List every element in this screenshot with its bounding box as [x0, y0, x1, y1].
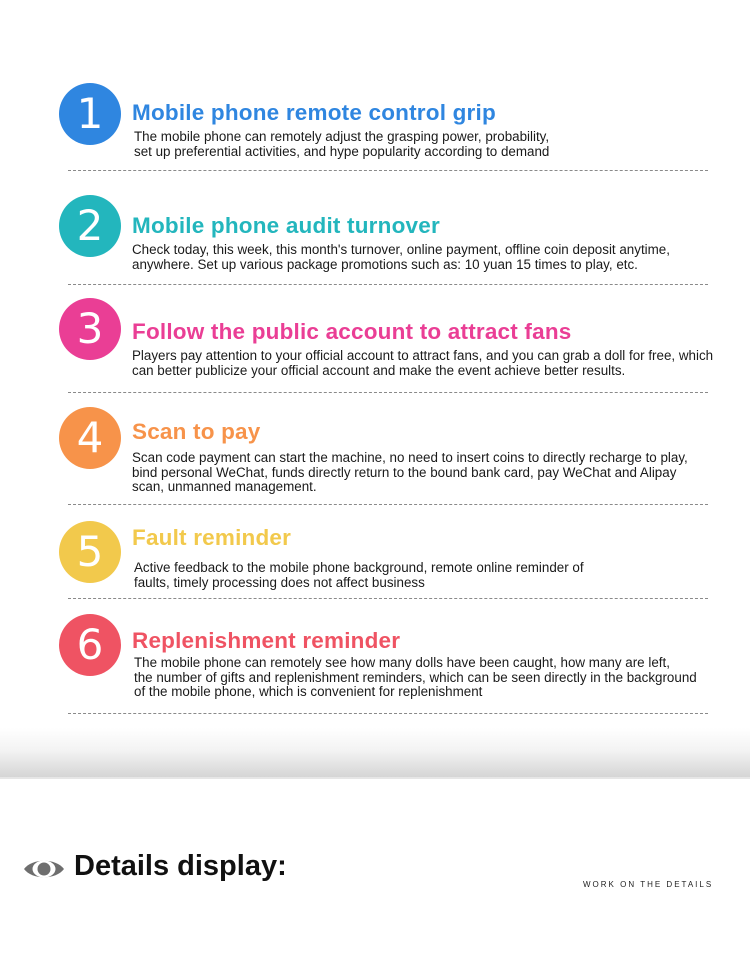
- number-badge: 3: [59, 298, 121, 360]
- feature-description: The mobile phone can remotely see how many dolls have been caught, how many are left, the number of gifts and replenishment reminders, which can be seen directly in the background of the mobile phone, which is convenient for replenishment: [134, 655, 697, 699]
- feature-title: Replenishment reminder: [132, 628, 401, 653]
- divider: [68, 598, 708, 599]
- feature-title: Follow the public account to attract fans: [132, 319, 572, 344]
- feature-description: Check today, this week, this month's turnover, online payment, offline coin deposit anytime, anywhere. Set up various package promotions such as: 10 yuan 15 times to play, etc.: [132, 242, 670, 272]
- feature-title: Scan to pay: [132, 419, 261, 444]
- number-badge: 2: [59, 195, 121, 257]
- feature-description: Players pay attention to your official account to attract fans, and you can grab a doll for free, which can better publicize your official account and make the event achieve better results.: [132, 348, 714, 378]
- eye-icon: [22, 855, 66, 883]
- number-badge: 5: [59, 521, 121, 583]
- feature-title: Mobile phone audit turnover: [132, 213, 440, 238]
- divider: [68, 170, 708, 171]
- feature-description: Active feedback to the mobile phone background, remote online reminder of faults, timely processing does not affect business: [134, 560, 584, 590]
- divider: [68, 504, 708, 505]
- divider: [68, 713, 708, 714]
- divider: [68, 392, 708, 393]
- tagline: WORK ON THE DETAILS: [583, 880, 714, 889]
- number-badge: 6: [59, 614, 121, 676]
- feature-title: Mobile phone remote control grip: [132, 100, 496, 125]
- number-badge: 1: [59, 83, 121, 145]
- details-title: Details display:: [74, 850, 287, 882]
- divider: [68, 284, 708, 285]
- feature-description: Scan code payment can start the machine, no need to insert coins to directly recharge to play, bind personal WeChat, funds directly return to the bound bank card, pay WeChat and Alipay scan, unmanned management.: [132, 450, 688, 494]
- section-shadow: [0, 728, 750, 778]
- feature-title: Fault reminder: [132, 525, 292, 550]
- number-badge: 4: [59, 407, 121, 469]
- feature-description: The mobile phone can remotely adjust the grasping power, probability, set up preferential activities, and hype popularity according to demand: [134, 129, 550, 159]
